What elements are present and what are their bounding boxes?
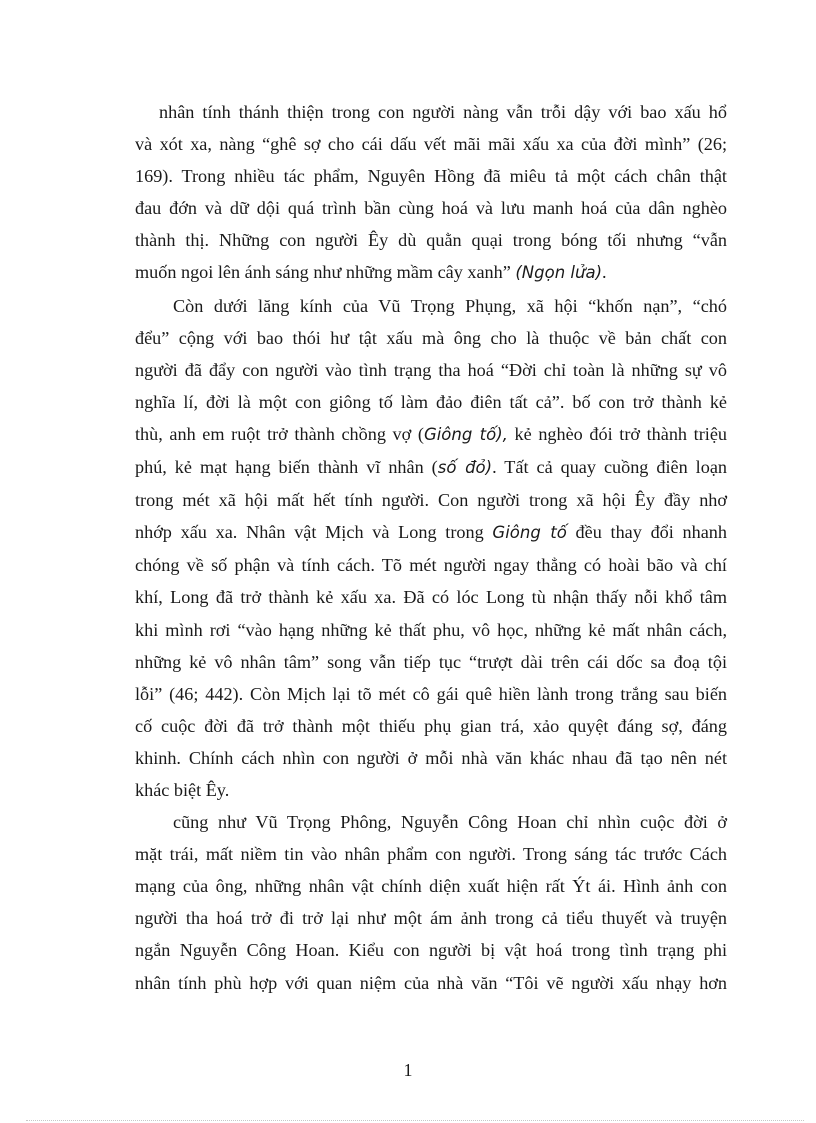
paragraph <box>135 806 727 999</box>
text-line <box>135 902 727 934</box>
text-run: muốn ngoi lên ánh sáng như những mầm cây xanh” <box>135 262 516 283</box>
text-run: mạng của ông, những nhân vật chính diện xuất hiện rất Ýt ái. Hình ảnh con <box>135 876 727 897</box>
text-run: khác biệt Êy. <box>135 779 230 800</box>
body-text <box>135 96 727 999</box>
text-line <box>135 386 727 418</box>
italic-title: Giông tố <box>492 523 567 543</box>
text-run: đểu” cộng với bao thói hư tật xấu mà ông cho là thuộc về bản chất con <box>135 327 727 348</box>
text-line <box>135 418 727 451</box>
text-line <box>135 96 727 128</box>
text-line <box>135 256 727 289</box>
text-line <box>135 646 727 678</box>
text-run: chóng về số phận và tính cách. Tõ mét người ngay thẳng có hoài bão và chí <box>135 555 727 576</box>
text-line <box>135 128 727 160</box>
text-line <box>135 290 727 322</box>
text-run: lỗi” (46; 442). Còn Mịch lại tõ mét cô gái quê hiền lành trong trắng sau biến <box>135 683 727 704</box>
text-run: khinh. Chính cách nhìn con người ở mỗi nhà văn khác nhau đã tạo nên nét <box>135 747 727 768</box>
text-run: và xót xa, nàng “ghê sợ cho cái dấu vết mãi mãi xấu xa của đời mình” (26; <box>135 134 727 155</box>
text-line <box>135 322 727 354</box>
text-line <box>135 516 727 549</box>
page-number: 1 <box>403 1060 413 1080</box>
text-run: khí, Long đã trở thành kẻ xấu xa. Đã có lóc Long tù nhận thấy nỗi khổ tâm <box>135 587 727 608</box>
italic-title: Giông tố), <box>423 424 508 444</box>
text-run: ngắn Nguyễn Công Hoan. Kiểu con người bị vật hoá trong tình trạng phi <box>135 940 727 961</box>
document-page <box>135 96 727 999</box>
paragraph <box>135 290 727 807</box>
text-run: trong mét xã hội mất hết tính người. Con người trong xã hội Êy đầy nhơ <box>135 490 727 511</box>
text-run: những kẻ vô nhân tâm” song vẫn tiếp tục “trượt dài trên cái dốc sa đoạ tội <box>135 651 727 672</box>
text-run: . <box>602 262 607 283</box>
text-run: . Tất cả quay cuồng điên loạn <box>492 457 727 478</box>
text-line <box>135 710 727 742</box>
text-run: mặt trái, mất niềm tin vào nhân phẩm con người. Trong sáng tác trước Cách <box>135 844 727 865</box>
text-run: phú, kẻ mạt hạng biến thành vĩ nhân ( <box>135 457 438 478</box>
text-line <box>135 934 727 966</box>
text-line <box>135 484 727 516</box>
text-run: đều thay đổi nhanh <box>566 522 727 543</box>
text-line <box>135 806 727 838</box>
text-run: khi mình rơi “vào hạng những kẻ thất phu, vô học, những kẻ mất nhân cách, <box>135 619 727 640</box>
text-line <box>135 742 727 774</box>
text-run: đau đớn và dữ dội quá trình bần cùng hoá và lưu manh hoá của dân nghèo <box>135 198 727 219</box>
text-run: cố cuộc đời đã trở thành một thiếu phụ gian trá, xảo quyệt đáng sợ, đáng <box>135 715 727 736</box>
text-line <box>135 774 727 806</box>
text-line <box>135 967 727 999</box>
text-run: thành thị. Những con người Êy dù quằn quại trong bóng tối nhưng “vẫn <box>135 230 727 251</box>
italic-title: số đỏ) <box>437 458 493 478</box>
text-run: cũng như Vũ Trọng Phông, Nguyễn Công Hoan chỉ nhìn cuộc đời ở <box>173 812 727 833</box>
text-line <box>135 160 727 192</box>
text-run: thù, anh em ruột trở thành chồng vợ ( <box>135 423 424 444</box>
text-run: người tha hoá trở đi trở lại như một ám ảnh trong cả tiểu thuyết và truyện <box>135 908 727 929</box>
text-line <box>135 581 727 613</box>
text-line <box>135 224 727 256</box>
text-line <box>135 354 727 386</box>
text-run: 169). Trong nhiều tác phẩm, Nguyên Hồng đã miêu tả một cách chân thật <box>135 166 727 187</box>
text-line <box>135 838 727 870</box>
paragraph <box>135 96 727 290</box>
text-line <box>135 678 727 710</box>
italic-title: (Ngọn lửa) <box>515 263 603 283</box>
text-run: người đã đẩy con người vào tình trạng tha hoá “Đời chỉ toàn là những sự vô <box>135 359 727 380</box>
text-run: Còn dưới lăng kính của Vũ Trọng Phụng, xã hội “khốn nạn”, “chó <box>173 295 727 316</box>
text-line <box>135 192 727 224</box>
text-line <box>135 451 727 484</box>
text-line <box>135 614 727 646</box>
text-line <box>135 870 727 902</box>
text-run: nghĩa lí, đời là một con giông tố làm đảo điên tất cả”. bố con trở thành kẻ <box>135 391 727 412</box>
text-run: nhớp xấu xa. Nhân vật Mịch và Long trong <box>135 522 493 543</box>
text-run: kẻ nghèo đói trở thành triệu <box>507 423 727 444</box>
text-run: nhân tính phù hợp với quan niệm của nhà văn “Tôi vẽ người xấu nhạy hơn <box>135 972 727 993</box>
page-bottom-divider <box>26 1120 804 1121</box>
text-run: nhân tính thánh thiện trong con người nàng vẫn trỗi dậy với bao xấu hổ <box>159 102 727 122</box>
text-line <box>135 549 727 581</box>
